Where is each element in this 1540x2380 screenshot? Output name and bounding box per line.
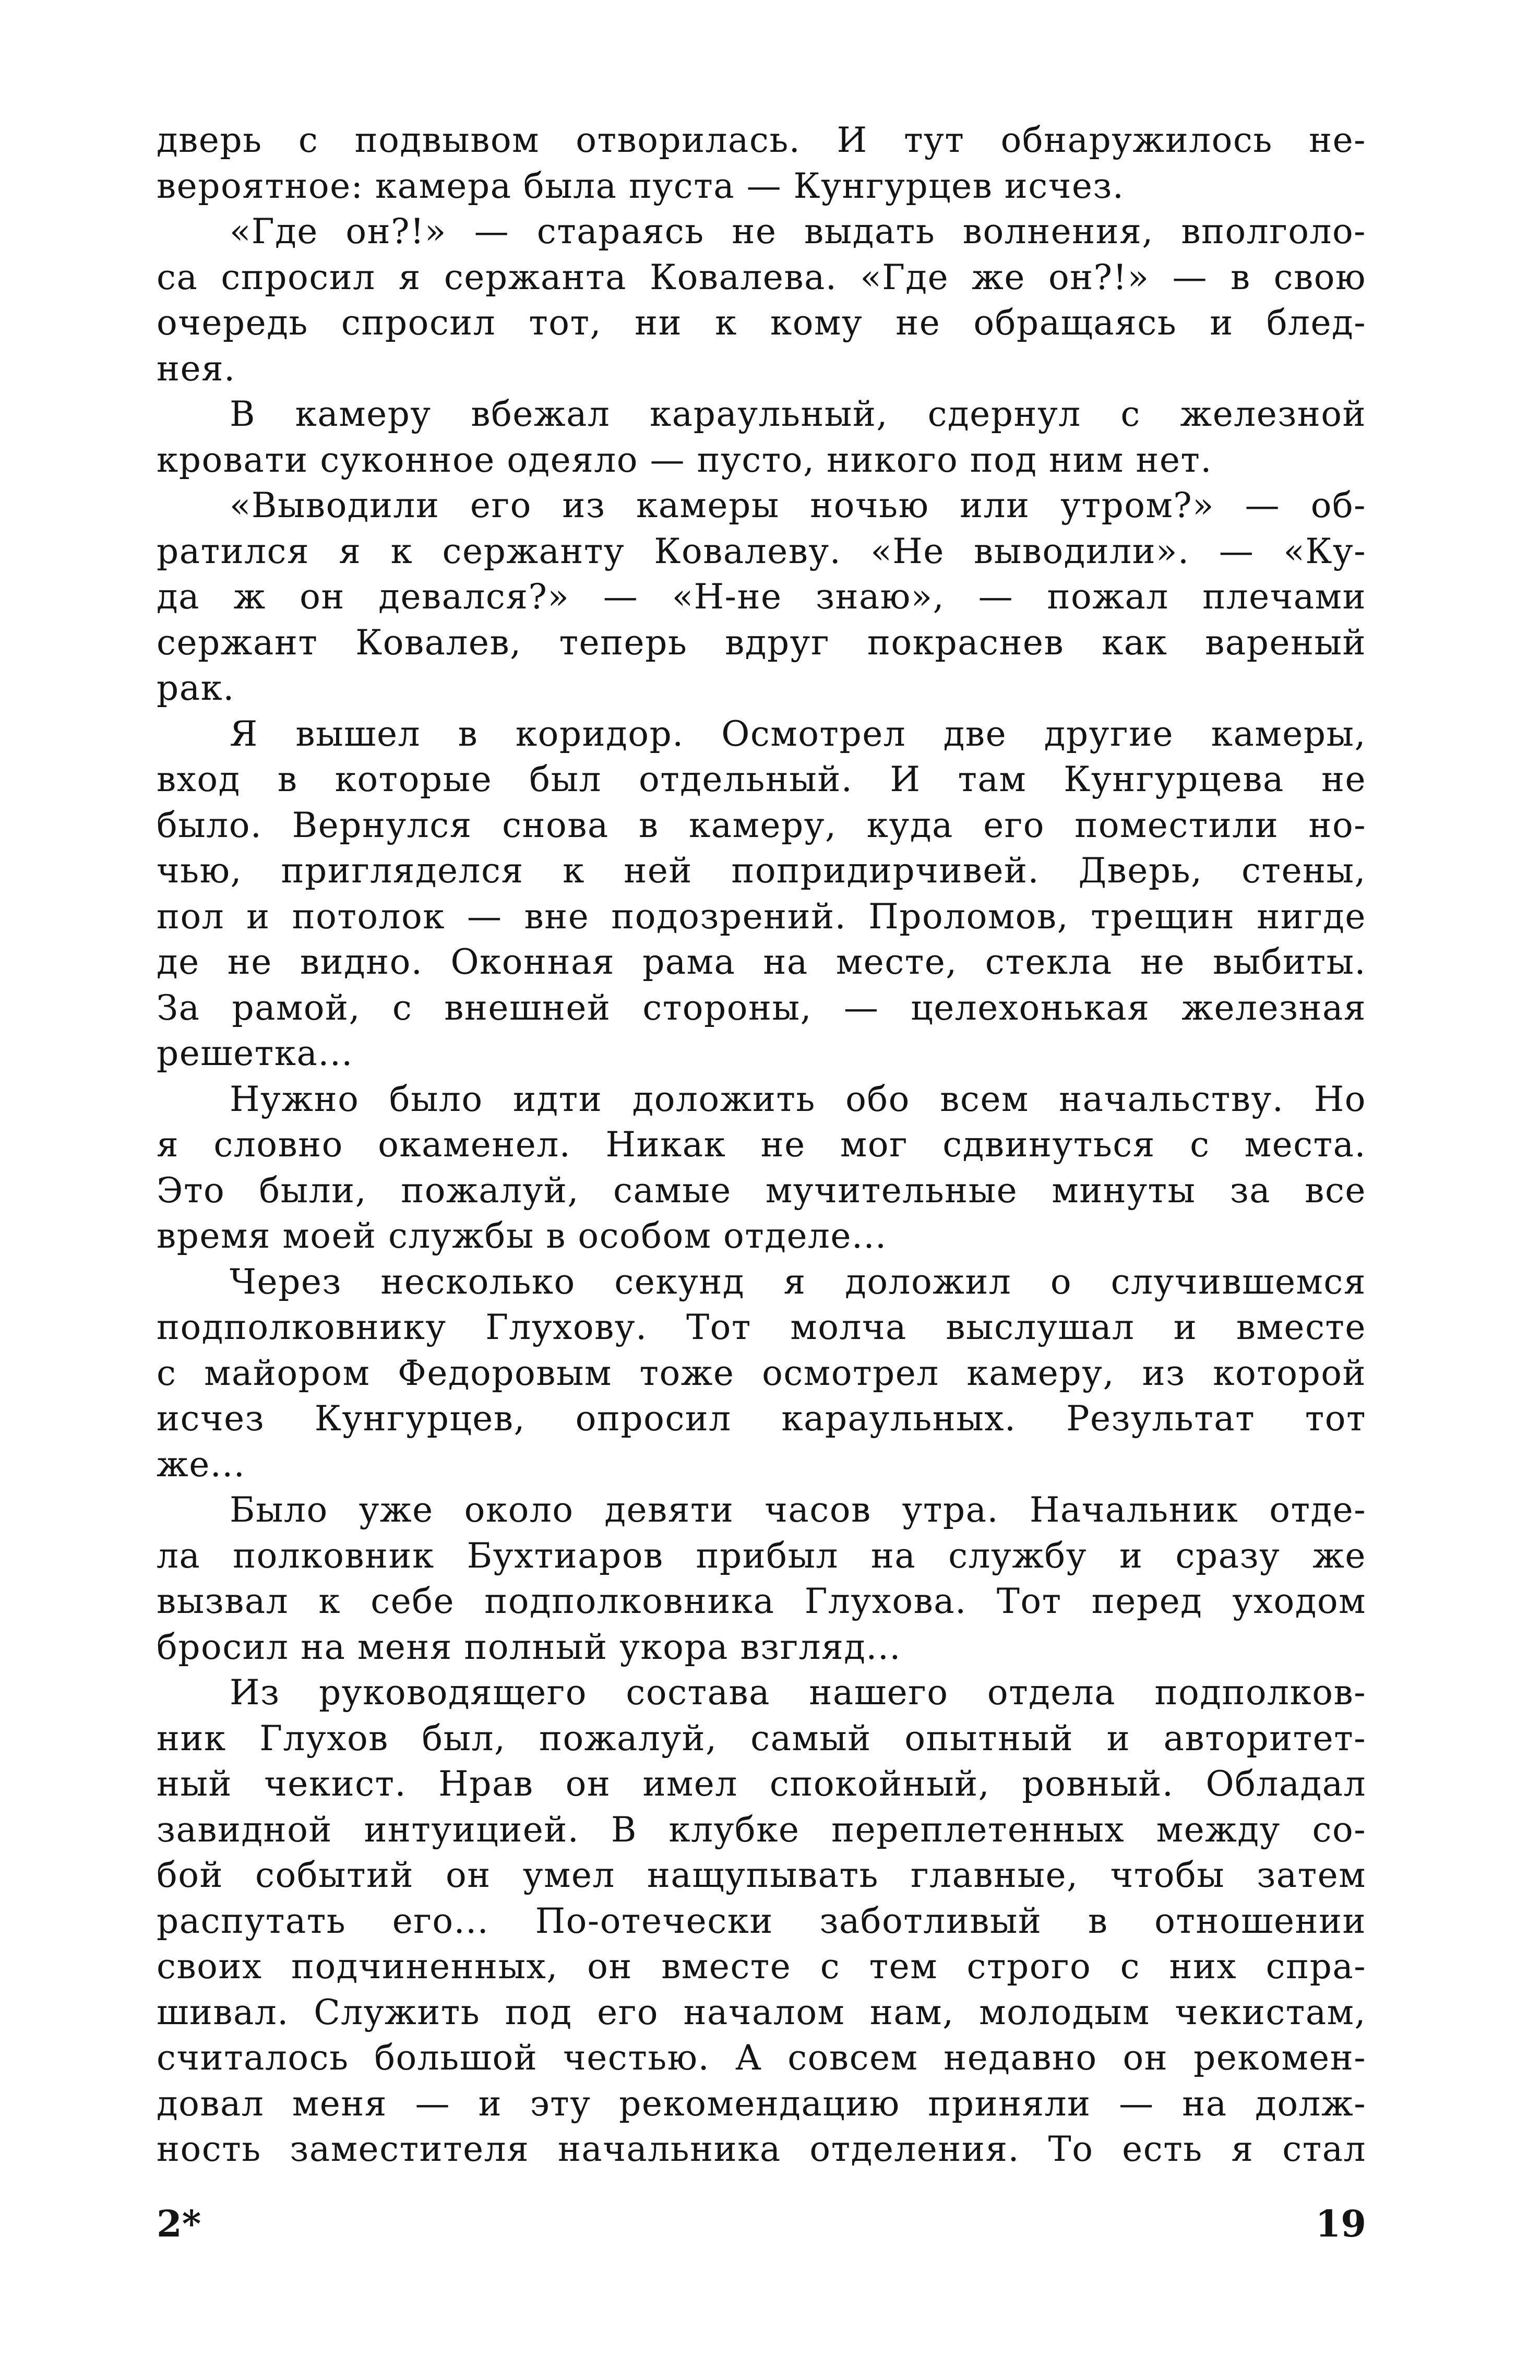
text-line: очередь спросил тот, ни к кому не обращаясь и блед- xyxy=(157,303,1366,343)
text-line: своих подчиненных, он вместе с тем строго с них спра- xyxy=(157,1946,1366,1987)
text-line: же... xyxy=(157,1444,246,1485)
text-line: бросил на меня полный укора взгляд... xyxy=(157,1626,901,1667)
text-line: В камеру вбежал караульный, сдернул с железной xyxy=(230,394,1366,434)
text-line: За рамой, с внешней стороны, — целехонькая железная xyxy=(157,987,1366,1028)
text-line: «Выводили его из камеры ночью или утром?» — об- xyxy=(230,485,1366,525)
text-line: ность заместителя начальника отделения. То есть я стал xyxy=(157,2129,1366,2169)
text-line: ный чекист. Нрав он имел спокойный, ровный. Обладал xyxy=(157,1764,1366,1804)
text-line: кровати суконное одеяло — пусто, никого под ним нет. xyxy=(157,439,1212,480)
text-line: шивал. Служить под его началом нам, молодым чекистам, xyxy=(157,1992,1366,2032)
text-line: рак. xyxy=(157,668,235,708)
text-line: да ж он девался?» — «Н-не знаю», — пожал плечами xyxy=(157,577,1366,617)
text-line: бой событий он умел нащупывать главные, чтобы затем xyxy=(157,1855,1366,1895)
text-line: Нужно было идти доложить обо всем начальству. Но xyxy=(230,1079,1366,1119)
page-number: 19 xyxy=(1315,2202,1366,2245)
text-line: я словно окаменел. Никак не мог сдвинуться с места. xyxy=(157,1125,1366,1165)
text-line: вход в которые был отдельный. И там Кунгурцева не xyxy=(157,759,1366,799)
text-line: чью, пригляделся к ней попридирчивей. Дверь, стены, xyxy=(157,851,1366,891)
book-page-text xyxy=(157,117,1366,2172)
text-line: исчез Кунгурцев, опросил караульных. Результат тот xyxy=(157,1398,1366,1439)
text-line: с майором Федоровым тоже осмотрел камеру, из которой xyxy=(157,1353,1366,1393)
text-line: ратился я к сержанту Ковалеву. «Не выводили». — «Ку- xyxy=(157,531,1366,571)
text-line: считалось большой честью. А совсем недавно он рекомен- xyxy=(157,2038,1366,2078)
text-line: ник Глухов был, пожалуй, самый опытный и авторитет- xyxy=(157,1718,1366,1759)
page-footer xyxy=(157,2202,1366,2254)
text-line: Я вышел в коридор. Осмотрел две другие камеры, xyxy=(230,713,1366,754)
text-line: сержант Ковалев, теперь вдруг покраснев как вареный xyxy=(157,622,1366,663)
signature-mark: 2* xyxy=(157,2202,201,2245)
text-line: вероятное: камера была пуста — Кунгурцев исчез. xyxy=(157,165,1125,206)
text-line: «Где он?!» — стараясь не выдать волнения, вполголо- xyxy=(230,211,1366,252)
text-line: де не видно. Оконная рама на месте, стекла не выбиты. xyxy=(157,942,1366,982)
text-line: Было уже около девяти часов утра. Начальник отде- xyxy=(230,1490,1366,1530)
text-line: нея. xyxy=(157,348,236,389)
text-line: дверь с подвывом отворилась. И тут обнаружилось не- xyxy=(157,120,1366,160)
text-line: Через несколько секунд я доложил о случившемся xyxy=(230,1261,1366,1302)
text-line: са спросил я сержанта Ковалева. «Где же он?!» — в свою xyxy=(157,257,1366,297)
text-line: Из руководящего состава нашего отдела подполков- xyxy=(230,1672,1366,1713)
text-line: Это были, пожалуй, самые мучительные минуты за все xyxy=(157,1170,1366,1211)
text-line: было. Вернулся снова в камеру, куда его поместили но- xyxy=(157,805,1366,845)
text-line: ла полковник Бухтиаров прибыл на службу и сразу же xyxy=(157,1535,1366,1576)
text-line: подполковнику Глухову. Тот молча выслушал и вместе xyxy=(157,1307,1366,1347)
text-line: распутать его... По-отечески заботливый в отношении xyxy=(157,1900,1366,1941)
text-line: завидной интуицией. В клубке переплетенных между со- xyxy=(157,1809,1366,1850)
text-line: время моей службы в особом отделе... xyxy=(157,1216,887,1256)
text-line: пол и потолок — вне подозрений. Проломов, трещин нигде xyxy=(157,896,1366,937)
text-line: довал меня — и эту рекомендацию приняли — на долж- xyxy=(157,2083,1366,2124)
text-line: вызвал к себе подполковника Глухова. Тот перед уходом xyxy=(157,1581,1366,1621)
text-line: решетка... xyxy=(157,1033,353,1073)
